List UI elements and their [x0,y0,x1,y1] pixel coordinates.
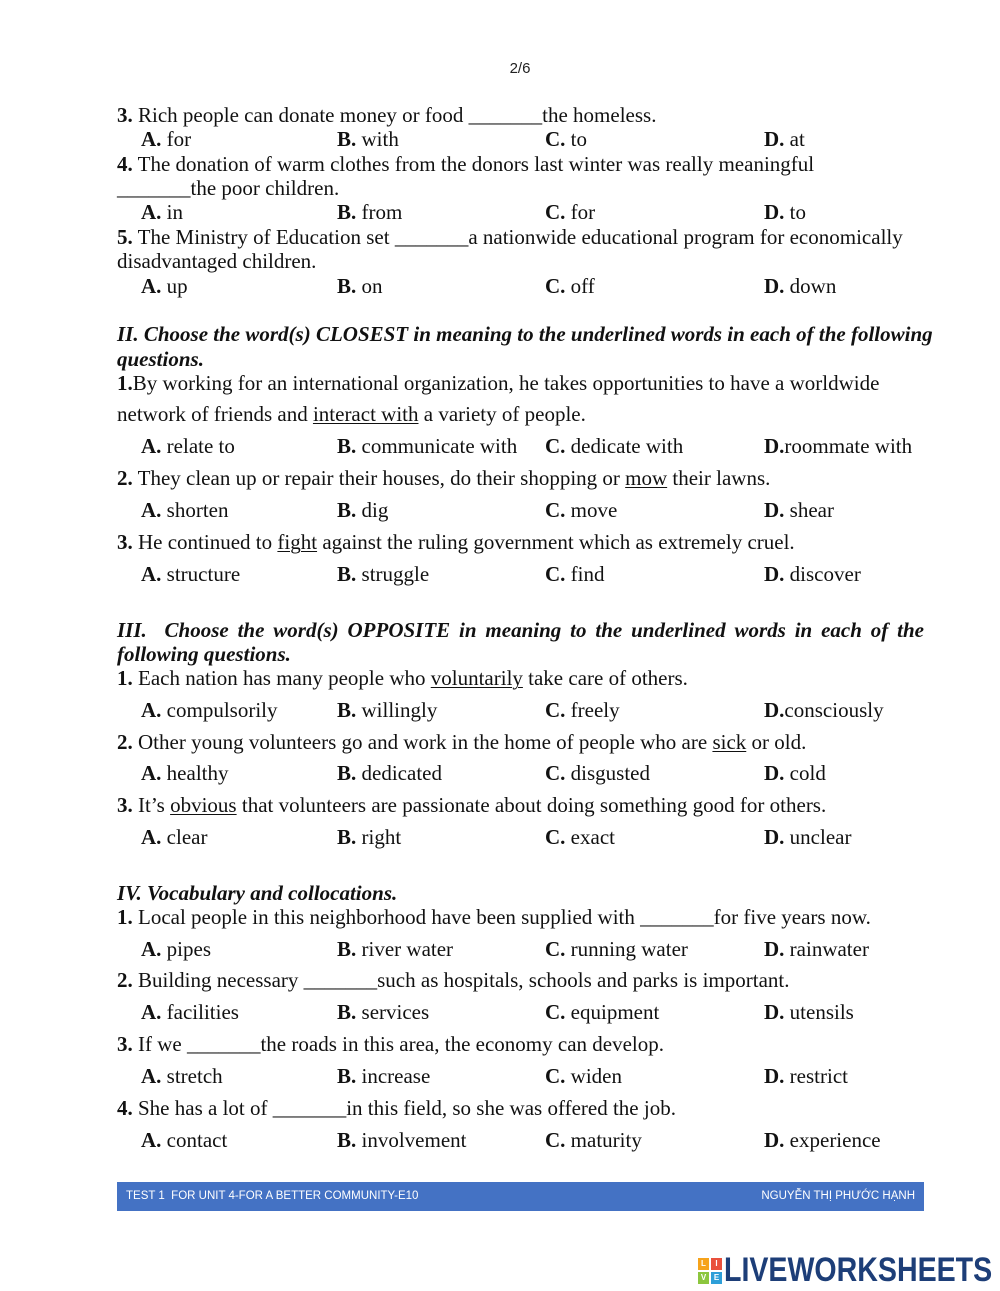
option-b [337,200,402,224]
question-number: 1. [117,371,133,395]
option-label: C. [545,1064,566,1088]
option-label: B. [337,761,357,785]
option-text: restrict [784,1064,848,1088]
question-text: Building necessary _______such as hospitals, schools and parks is important. [132,968,790,992]
option-b [337,434,517,458]
option-label: A. [141,562,162,586]
option-a [141,1128,227,1152]
option-d [764,698,884,722]
option-text: involvement [356,1128,467,1152]
question-number: 2. [117,968,133,992]
option-text: dedicate with [565,434,684,458]
question-text: against the ruling government which as extremely cruel. [317,530,795,554]
option-label: C. [545,825,566,849]
liveworksheets-icon [698,1258,722,1284]
option-text: river water [356,937,454,961]
option-text: right [356,825,402,849]
option-label: D. [764,1128,785,1152]
part4-question-2-options [0,1000,1000,1024]
option-text: widen [565,1064,622,1088]
option-b [337,1000,429,1024]
option-label: A. [141,825,162,849]
option-d [764,562,861,586]
part2-question-1-options [0,434,1000,458]
option-d [764,1064,848,1088]
option-label: A. [141,498,162,522]
option-text: facilities [161,1000,239,1024]
part2-question-1 [117,371,879,395]
part4-question-3 [117,1032,664,1056]
option-text: structure [161,562,241,586]
part2-heading: II. Choose the word(s) CLOSEST in meaning to the underlined words in each of the following [117,322,933,346]
option-text: off [565,274,595,298]
option-label: D. [764,825,785,849]
question-text: Rich people can donate money or food _______the homeless. [132,103,657,127]
option-text: dedicated [356,761,442,785]
question-number: 1. [117,905,133,929]
option-c [545,698,620,722]
option-label: C. [545,274,566,298]
option-b [337,1128,467,1152]
option-b [337,698,437,722]
underlined-word: obvious [170,793,237,817]
option-b [337,498,388,522]
option-text: in [161,200,184,224]
question-text: Local people in this neighborhood have been supplied with _______for five years now. [132,905,871,929]
option-d [764,434,912,458]
question-text: They clean up or repair their houses, do their shopping or [132,466,626,490]
underlined-word: sick [712,730,747,754]
option-d [764,761,826,785]
part1-question-5-line2 [117,249,316,273]
option-c [545,937,688,961]
option-text: relate to [161,434,235,458]
option-d [764,937,869,961]
question-text: It’s [132,793,171,817]
logo-block: I [711,1258,722,1270]
option-text: running water [565,937,688,961]
part1-question-4 [117,152,814,176]
question-number: 4. [117,152,133,176]
option-b [337,562,429,586]
logo-block: V [698,1272,709,1284]
option-d [764,1128,881,1152]
question-number: 3. [117,1032,133,1056]
part3-question-3-options [0,825,1000,849]
option-d [764,200,806,224]
option-label: B. [337,498,357,522]
option-label: C. [545,562,566,586]
option-text: move [565,498,618,522]
option-text: shorten [161,498,229,522]
part4-heading: IV. Vocabulary and collocations. [117,881,398,905]
option-label: D. [764,200,785,224]
option-text: experience [784,1128,881,1152]
option-text: with [356,127,399,151]
question-text: Each nation has many people who [132,666,431,690]
option-c [545,1064,622,1088]
option-label: D. [764,1064,785,1088]
option-label: B. [337,434,357,458]
option-c [545,200,595,224]
option-text: unclear [784,825,852,849]
option-text: from [356,200,403,224]
option-text: for [161,127,192,151]
option-label: D. [764,698,785,722]
option-text: struggle [356,562,430,586]
option-c [545,274,595,298]
page-number: 2/6 [509,60,531,77]
option-text: compulsorily [161,698,278,722]
option-label: D. [764,498,785,522]
option-b [337,761,442,785]
option-text: rainwater [784,937,869,961]
part2-heading-line2: questions. [117,347,204,371]
question-number: 1. [117,666,133,690]
option-text: freely [565,698,620,722]
question-text: their lawns. [667,466,771,490]
option-b [337,274,383,298]
option-text: up [161,274,188,298]
question-text: By working for an international organization, he takes opportunities to have a worldwide [132,371,880,395]
option-text: willingly [356,698,438,722]
option-text: clear [161,825,208,849]
liveworksheets-logo-text: LIVEWORKSHEETS [724,1251,993,1289]
option-text: find [565,562,605,586]
question-text: take care of others. [522,666,688,690]
option-c [545,1000,659,1024]
part1-question-4-line2 [117,176,339,200]
option-label: C. [545,698,566,722]
option-label: B. [337,1128,357,1152]
option-label: D. [764,937,785,961]
question-text: that volunteers are passionate about doing something good for others. [236,793,827,817]
part4-question-3-options [0,1064,1000,1088]
logo-block: L [698,1258,709,1270]
part2-question-2-options [0,498,1000,522]
question-text: disadvantaged children. [117,249,317,273]
part1-question-4-options [0,200,1000,224]
underlined-word: interact with [312,402,419,426]
part4-question-2 [117,968,790,992]
option-b [337,825,401,849]
option-text: for [565,200,596,224]
part3-question-2 [117,730,806,754]
option-c [545,825,615,849]
option-label: A. [141,200,162,224]
option-label: B. [337,274,357,298]
question-number: 3. [117,530,133,554]
option-a [141,434,235,458]
option-a [141,274,188,298]
option-label: B. [337,937,357,961]
question-text: If we _______the roads in this area, the economy can develop. [132,1032,664,1056]
footer-author: NGUYỄN THỊ PHƯỚC HẠNH [761,1190,915,1202]
option-label: B. [337,127,357,151]
option-label: C. [545,498,566,522]
option-text: services [356,1000,430,1024]
option-label: D. [764,127,785,151]
option-label: D. [764,434,785,458]
option-label: C. [545,937,566,961]
question-number: 4. [117,1096,133,1120]
underlined-word: fight [277,530,318,554]
part3-question-1-options [0,698,1000,722]
option-text: disgusted [565,761,651,785]
option-text: pipes [161,937,211,961]
option-label: A. [141,1128,162,1152]
option-label: D. [764,1000,785,1024]
part3-question-3 [117,793,826,817]
footer-test-title: TEST 1 FOR UNIT 4-FOR A BETTER COMMUNITY-E10 [126,1190,419,1202]
option-a [141,498,229,522]
option-label: A. [141,274,162,298]
option-label: C. [545,761,566,785]
option-b [337,1064,430,1088]
question-text: He continued to [132,530,278,554]
option-text: cold [784,761,826,785]
part4-question-4-options [0,1128,1000,1152]
option-label: C. [545,200,566,224]
part2-question-3-options [0,562,1000,586]
part1-question-3 [117,103,656,127]
option-b [337,937,453,961]
option-text: increase [356,1064,431,1088]
part4-question-1 [117,905,871,929]
part3-question-2-options [0,761,1000,785]
option-text: discover [784,562,861,586]
option-a [141,761,228,785]
question-text: _______the poor children. [117,176,340,200]
option-label: A. [141,127,162,151]
part2-question-2 [117,466,770,490]
option-d [764,825,851,849]
option-text: communicate with [356,434,518,458]
option-c [545,127,587,151]
option-label: D. [764,562,785,586]
option-text: maturity [565,1128,642,1152]
option-d [764,1000,854,1024]
question-number: 3. [117,103,133,127]
option-label: B. [337,562,357,586]
option-label: A. [141,761,162,785]
option-c [545,1128,642,1152]
option-text: roommate with [784,434,913,458]
option-label: C. [545,127,566,151]
option-d [764,127,805,151]
part3-heading: III. Choose the word(s) OPPOSITE in meaning to the underlined words in each of the [117,618,924,642]
option-label: D. [764,761,785,785]
option-text: on [356,274,383,298]
part2-question-3 [117,530,795,554]
option-label: B. [337,698,357,722]
part4-question-4 [117,1096,676,1120]
option-c [545,434,683,458]
option-a [141,562,240,586]
question-text: She has a lot of _______in this field, so she was offered the job. [132,1096,676,1120]
option-text: down [784,274,837,298]
question-text: network of friends and [117,402,313,426]
option-d [764,274,836,298]
option-a [141,698,278,722]
option-label: B. [337,825,357,849]
option-text: stretch [161,1064,223,1088]
option-label: A. [141,698,162,722]
option-b [337,127,399,151]
part1-question-3-options [0,127,1000,151]
part2-question-1-line2 [117,402,586,426]
option-c [545,761,650,785]
option-text: at [784,127,805,151]
option-text: dig [356,498,389,522]
part1-question-5-options [0,274,1000,298]
option-a [141,1064,223,1088]
question-text: or old. [746,730,807,754]
option-text: shear [784,498,834,522]
option-a [141,937,211,961]
underlined-word: voluntarily [430,666,523,690]
option-a [141,200,183,224]
option-label: B. [337,1000,357,1024]
question-text: The Ministry of Education set _______a nationwide educational program for economically [132,225,903,249]
underlined-word: mow [625,466,668,490]
question-number: 2. [117,730,133,754]
option-label: C. [545,1128,566,1152]
option-a [141,825,207,849]
option-text: equipment [565,1000,660,1024]
option-label: C. [545,1000,566,1024]
option-label: A. [141,937,162,961]
option-text: healthy [161,761,229,785]
option-label: B. [337,1064,357,1088]
option-d [764,498,834,522]
question-number: 5. [117,225,133,249]
option-label: A. [141,1000,162,1024]
question-number: 2. [117,466,133,490]
option-label: D. [764,274,785,298]
option-c [545,498,617,522]
option-label: C. [545,434,566,458]
option-text: consciously [784,698,884,722]
part4-question-1-options [0,937,1000,961]
option-c [545,562,605,586]
option-label: B. [337,200,357,224]
question-text: The donation of warm clothes from the donors last winter was really meaningful [132,152,815,176]
option-text: to [784,200,807,224]
option-label: A. [141,434,162,458]
question-text: Other young volunteers go and work in the home of people who are [132,730,713,754]
option-text: utensils [784,1000,854,1024]
option-a [141,1000,239,1024]
option-label: A. [141,1064,162,1088]
option-text: to [565,127,588,151]
part3-question-1 [117,666,688,690]
option-text: exact [565,825,615,849]
part1-question-5 [117,225,903,249]
option-a [141,127,191,151]
logo-block: E [711,1272,722,1284]
footer-bar [117,1182,924,1211]
option-text: contact [161,1128,228,1152]
part3-heading-line2: following questions. [117,642,291,666]
question-number: 3. [117,793,133,817]
question-text: a variety of people. [418,402,586,426]
